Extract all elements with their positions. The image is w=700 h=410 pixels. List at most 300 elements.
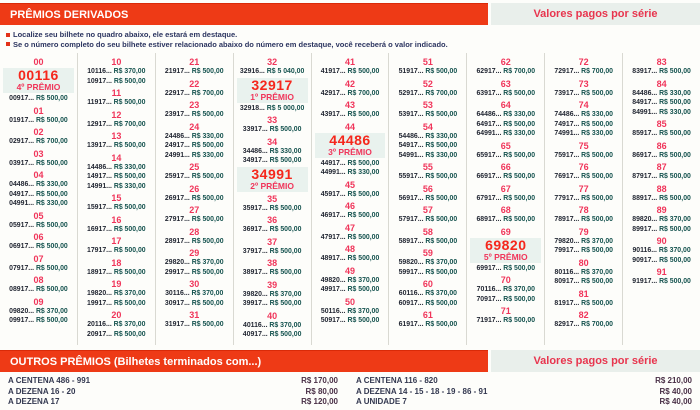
- ticket-number: 62917...: [476, 68, 502, 75]
- ticket-number: 40116...: [242, 321, 268, 329]
- prize-entry: [234, 290, 311, 300]
- winner-prize-label: 1º PRÊMIO: [250, 91, 294, 102]
- prize-value: R$ 500,00: [189, 321, 224, 328]
- prize-value: R$ 500,00: [111, 142, 146, 149]
- prize-value: R$ 500,00: [501, 264, 536, 272]
- group-number: 83: [656, 57, 667, 67]
- prize-entry: [312, 211, 389, 221]
- footer-row: [356, 397, 692, 408]
- group-number: 15: [111, 193, 122, 203]
- prize-value: R$ 500,00: [657, 151, 691, 159]
- prize-entry: [467, 172, 544, 182]
- ticket-number: 13917...: [87, 142, 112, 149]
- prize-entry: [467, 120, 544, 130]
- group-number: 72: [578, 57, 589, 67]
- ticket-number: 19917...: [87, 299, 112, 307]
- prize-value: R$ 330,00: [345, 169, 380, 176]
- prize-entry: [156, 299, 233, 309]
- footer-row-value: R$ 40,00: [659, 397, 692, 406]
- prize-value: R$ 500,00: [34, 317, 68, 324]
- prize-value: R$ 330,00: [501, 111, 536, 118]
- prize-entry: [545, 151, 622, 161]
- prize-value: R$ 330,00: [423, 132, 458, 140]
- group-number: 62: [500, 57, 511, 67]
- group-number: 74: [578, 100, 589, 110]
- footer-row-label: A CENTENA 486 - 991: [8, 376, 91, 385]
- prize-value: R$ 500,00: [111, 268, 146, 276]
- ticket-number: 14991...: [87, 182, 112, 190]
- group-number: 09: [33, 296, 44, 307]
- group-number: 90: [656, 236, 667, 246]
- ticket-number: 49917...: [320, 286, 346, 293]
- prize-entry: [78, 77, 155, 87]
- footer-row-value: R$ 170,00: [301, 376, 338, 385]
- prize-value: R$ 5 000,00: [264, 104, 305, 112]
- winner-number: 32917: [251, 76, 293, 93]
- ticket-number: 58917...: [398, 237, 424, 245]
- prize-value: R$ 370,00: [423, 290, 458, 297]
- group-number: 35: [267, 193, 278, 204]
- prize-value: R$ 500,00: [501, 120, 536, 128]
- prize-entry: [389, 299, 466, 309]
- prize-entry: [78, 320, 155, 330]
- group-number: 14: [111, 152, 122, 163]
- prize-value: R$ 500,00: [423, 68, 458, 75]
- prize-value: R$ 500,00: [657, 278, 691, 285]
- prize-value: R$ 500,00: [111, 77, 146, 85]
- group-number: 73: [578, 78, 589, 89]
- ticket-number: 79820...: [554, 237, 580, 245]
- group-number: 03: [33, 148, 44, 159]
- prize-value: R$ 500,00: [579, 89, 613, 97]
- ticket-number: 21917...: [164, 68, 190, 75]
- prize-value: R$ 370,00: [267, 290, 302, 298]
- prize-entry: [312, 276, 389, 286]
- ticket-number: 84917...: [632, 99, 658, 106]
- prize-value: R$ 370,00: [657, 216, 691, 223]
- ticket-number: 11917...: [87, 99, 112, 106]
- prize-value: R$ 500,00: [345, 68, 380, 75]
- prize-value: R$ 500,00: [579, 120, 613, 128]
- ticket-number: 04991...: [9, 200, 35, 207]
- ticket-number: 27917...: [164, 216, 190, 223]
- footer-row: [8, 397, 338, 408]
- ticket-number: 59917...: [398, 268, 424, 276]
- group-number: 57: [422, 205, 433, 215]
- results-board: [0, 3, 700, 410]
- prize-entry: [0, 94, 77, 104]
- ticket-number: 85917...: [632, 130, 658, 137]
- prize-entry: [156, 194, 233, 204]
- ticket-number: 87917...: [632, 173, 658, 180]
- group-number: 41: [345, 57, 356, 67]
- prize-entry: [389, 110, 466, 120]
- prize-entry: [545, 320, 622, 330]
- group-number: 28: [189, 226, 200, 237]
- ticket-number: 60917...: [398, 299, 424, 307]
- group-number: 04: [33, 170, 44, 180]
- prize-entry: [545, 67, 622, 77]
- prize-entry: [156, 320, 233, 330]
- prize-entry: [156, 151, 233, 161]
- ticket-number: 01917...: [9, 116, 35, 124]
- ticket-number: 38917...: [242, 269, 268, 276]
- prize-value: R$ 500,00: [345, 317, 380, 324]
- prize-value: R$ 500,00: [267, 126, 302, 133]
- group-number: 07: [33, 253, 44, 264]
- group-number: 08: [33, 275, 44, 285]
- prize-entry: [0, 137, 77, 147]
- prize-value: R$ 500,00: [501, 151, 536, 159]
- group-number: 53: [422, 100, 433, 110]
- prize-entry: [389, 289, 466, 299]
- group-number: 88: [656, 183, 667, 194]
- group-number: 44: [345, 121, 356, 132]
- prize-value: R$ 370,00: [345, 276, 380, 284]
- footer-row-label: A CENTENA 116 - 820: [356, 376, 438, 385]
- ticket-number: 24991...: [164, 151, 190, 159]
- prize-value: R$ 500,00: [579, 216, 613, 223]
- group-number: 02: [33, 127, 44, 137]
- ticket-number: 30116...: [165, 290, 190, 297]
- prize-value: R$ 500,00: [267, 300, 302, 307]
- ticket-number: 54991...: [398, 151, 424, 159]
- group-number: 66: [500, 162, 511, 172]
- ticket-number: 47917...: [320, 233, 346, 241]
- prize-value: R$ 330,00: [189, 151, 224, 159]
- group-number: 81: [578, 288, 589, 299]
- ticket-number: 36917...: [242, 226, 268, 233]
- prize-value: R$ 500,00: [189, 111, 224, 118]
- prize-entry: [545, 268, 622, 278]
- prize-entry: [467, 264, 544, 274]
- prize-entry: [156, 215, 233, 225]
- prize-entry: [623, 89, 700, 99]
- prize-entry: [312, 159, 389, 169]
- ticket-number: 71917...: [476, 317, 502, 324]
- prize-entry: [467, 129, 544, 139]
- ticket-number: 44991...: [320, 169, 346, 176]
- group-number: 60: [422, 279, 433, 289]
- group-number: 64: [500, 100, 511, 110]
- ticket-number: 57917...: [398, 216, 424, 223]
- prize-entry: [156, 237, 233, 247]
- ticket-number: 86917...: [632, 151, 658, 159]
- ticket-number: 55917...: [398, 173, 424, 180]
- prize-value: R$ 330,00: [34, 200, 68, 207]
- prize-value: R$ 370,00: [267, 321, 302, 329]
- prize-value: R$ 700,00: [111, 120, 146, 128]
- prize-entry: [623, 194, 700, 204]
- prize-value: R$ 330,00: [34, 181, 68, 188]
- prize-entry: [234, 247, 311, 257]
- ticket-number: 69917...: [476, 264, 502, 272]
- prize-entry: [545, 129, 622, 139]
- group-number: 91: [656, 267, 667, 277]
- group-number: 12: [111, 109, 122, 120]
- prize-value: R$ 500,00: [34, 116, 68, 124]
- other-prizes-left: [0, 376, 348, 408]
- bullet-square-icon: [6, 33, 10, 37]
- prize-value: R$ 500,00: [34, 286, 68, 293]
- prize-value: R$ 370,00: [423, 259, 458, 266]
- prize-value: R$ 500,00: [189, 194, 224, 202]
- prize-value: R$ 500,00: [189, 299, 224, 307]
- group-number: 00: [33, 57, 44, 67]
- group-number: 69: [500, 226, 511, 237]
- group-number: 84: [656, 78, 667, 89]
- prize-entry: [389, 194, 466, 204]
- prize-value: R$ 330,00: [657, 89, 691, 97]
- group-number: 16: [111, 214, 122, 225]
- prize-value: R$ 370,00: [189, 259, 224, 266]
- ticket-number: 32916...: [239, 68, 265, 75]
- prize-value: R$ 500,00: [111, 247, 146, 254]
- prize-value: R$ 370,00: [111, 290, 146, 297]
- series-values-label: Valores pagos por série: [533, 8, 658, 20]
- prize-entry: [234, 125, 311, 135]
- ticket-number: 84486...: [632, 89, 658, 97]
- prize-entry: [467, 110, 544, 120]
- prize-entry: [234, 156, 311, 166]
- winner-number: 69820: [485, 236, 527, 253]
- prize-entry: [389, 132, 466, 142]
- footer-row-label: A UNIDADE 7: [356, 397, 407, 406]
- prize-entry: [389, 320, 466, 330]
- prize-entry: [78, 141, 155, 151]
- prize-entry: [78, 225, 155, 235]
- footer-row: [356, 387, 692, 398]
- group-number: 61: [422, 310, 433, 320]
- winner-highlight: [315, 133, 386, 158]
- grid-column-3: [233, 53, 311, 345]
- ticket-number: 76917...: [554, 173, 580, 180]
- winner-prize-label: 5º PRÊMIO: [483, 251, 528, 262]
- group-number: 76: [578, 162, 589, 172]
- ticket-number: 14486...: [87, 163, 112, 171]
- ticket-number: 79917...: [554, 247, 580, 254]
- group-number: 46: [345, 201, 356, 211]
- group-number: 29: [189, 248, 200, 258]
- group-number: 78: [578, 205, 589, 215]
- group-number: 32: [267, 57, 278, 67]
- prize-entry: [78, 246, 155, 256]
- ticket-number: 88917...: [632, 194, 658, 202]
- prize-value: R$ 500,00: [111, 299, 146, 307]
- winner-prize-label: 3º PRÊMIO: [328, 146, 372, 157]
- prize-value: R$ 700,00: [34, 138, 68, 145]
- prize-value: R$ 500,00: [501, 89, 536, 97]
- ticket-number: 64991...: [476, 130, 502, 137]
- prize-value: R$ 330,00: [111, 163, 146, 171]
- prize-value: R$ 500,00: [189, 173, 224, 180]
- footer-banner-row: [0, 350, 700, 372]
- ticket-number: 70116...: [476, 286, 502, 293]
- ticket-number: 04917...: [9, 190, 35, 198]
- prize-value: R$ 330,00: [111, 182, 146, 190]
- instruction-text: Localize seu bilhete no quadro abaixo, ele estará em destaque.: [13, 30, 238, 39]
- grid-column-5: [388, 53, 466, 345]
- prize-value: R$ 330,00: [189, 132, 224, 140]
- prize-value: R$ 500,00: [267, 157, 302, 164]
- footer-row-value: R$ 40,00: [659, 386, 692, 396]
- grid-column-0: [0, 53, 77, 345]
- prize-value: R$ 700,00: [579, 68, 613, 75]
- group-number: 38: [267, 258, 278, 268]
- prize-entry: [78, 299, 155, 309]
- ticket-number: 64486...: [476, 111, 502, 118]
- group-number: 43: [345, 100, 356, 110]
- group-number: 13: [111, 131, 122, 141]
- prize-value: R$ 500,00: [657, 256, 691, 264]
- instruction-line: [6, 30, 700, 40]
- winner-highlight: [3, 68, 74, 93]
- prize-entry: [156, 172, 233, 182]
- winner-number: 34991: [251, 165, 293, 182]
- prize-entry: [623, 246, 700, 256]
- grid-column-1: [77, 53, 155, 345]
- ticket-number: 68917...: [476, 216, 502, 223]
- prize-entry: [467, 295, 544, 305]
- prize-entry: [156, 289, 233, 299]
- prize-entry: [234, 225, 311, 235]
- winner-prize-label: 2º PRÊMIO: [250, 180, 294, 191]
- prize-entry: [623, 98, 700, 108]
- ticket-number: 70917...: [476, 295, 502, 303]
- prize-value: R$ 500,00: [579, 299, 613, 307]
- prize-value: R$ 500,00: [189, 68, 224, 75]
- group-number: 42: [345, 78, 356, 89]
- prize-value: R$ 500,00: [34, 159, 68, 167]
- ticket-number: 63917...: [476, 89, 502, 97]
- ticket-number: 43917...: [320, 111, 346, 118]
- footer-row-label: A DEZENA 16 - 20: [8, 386, 76, 396]
- prize-entry: [467, 215, 544, 225]
- prize-entry: [312, 307, 389, 317]
- footer-row-value: R$ 120,00: [301, 397, 338, 406]
- prize-entry: [78, 289, 155, 299]
- ticket-number: 50917...: [320, 317, 346, 324]
- prize-value: R$ 500,00: [501, 173, 536, 180]
- prize-value: R$ 700,00: [501, 68, 536, 75]
- prize-entry: [0, 221, 77, 231]
- group-number: 48: [345, 244, 356, 254]
- group-number: 67: [500, 183, 511, 194]
- prize-value: R$ 500,00: [189, 268, 224, 276]
- group-number: 50: [345, 296, 356, 307]
- group-number: 37: [267, 236, 278, 247]
- ticket-number: 03917...: [9, 159, 35, 167]
- ticket-number: 40917...: [242, 331, 268, 338]
- derived-prizes-banner: [0, 3, 488, 25]
- prize-value: R$ 500,00: [345, 286, 380, 293]
- prize-entry: [545, 215, 622, 225]
- prize-value: R$ 500,00: [423, 111, 458, 118]
- ticket-number: 09820...: [9, 307, 35, 315]
- prize-value: R$ 500,00: [579, 151, 613, 159]
- prize-value: R$ 330,00: [423, 151, 458, 159]
- prize-entry: [389, 67, 466, 77]
- ticket-number: 07917...: [9, 264, 35, 272]
- prize-entry: [78, 67, 155, 77]
- group-number: 77: [578, 183, 589, 194]
- ticket-number: 50116...: [320, 307, 346, 315]
- group-number: 70: [500, 275, 511, 285]
- prize-entry: [389, 141, 466, 151]
- ticket-number: 24917...: [164, 142, 190, 149]
- prize-value: R$ 500,00: [345, 212, 380, 219]
- prize-value: R$ 370,00: [189, 290, 224, 297]
- prize-entry: [623, 108, 700, 118]
- prize-value: R$ 700,00: [423, 89, 458, 97]
- group-number: 54: [422, 121, 433, 132]
- ticket-number: 83917...: [632, 68, 658, 75]
- group-number: 25: [189, 162, 200, 172]
- footer-row: [356, 376, 692, 387]
- group-number: 20: [111, 310, 122, 320]
- group-number: 01: [33, 105, 44, 116]
- prize-entry: [312, 190, 389, 200]
- prize-entry: [312, 254, 389, 264]
- grid-column-4: [311, 53, 389, 345]
- prize-value: R$ 500,00: [111, 330, 146, 338]
- prize-entry: [0, 159, 77, 169]
- prize-entry: [623, 67, 700, 77]
- group-number: 24: [189, 121, 200, 132]
- prize-entry: [545, 110, 622, 120]
- ticket-number: 80917...: [554, 278, 580, 285]
- ticket-number: 48917...: [320, 255, 346, 262]
- prize-value: R$ 370,00: [111, 321, 146, 328]
- group-number: 18: [111, 257, 122, 268]
- prize-value: R$ 500,00: [579, 278, 613, 285]
- ticket-number: 22917...: [164, 89, 190, 97]
- group-number: 05: [33, 210, 44, 221]
- prize-value: R$ 500,00: [501, 194, 536, 202]
- prize-entry: [312, 67, 389, 77]
- group-number: 87: [656, 162, 667, 172]
- prize-value: R$ 500,00: [345, 190, 380, 198]
- prize-entry: [545, 246, 622, 256]
- group-number: 45: [345, 179, 356, 190]
- ticket-number: 81917...: [554, 299, 580, 307]
- prize-entry: [467, 89, 544, 99]
- series-values-panel-bottom: [491, 350, 700, 372]
- prize-value: R$ 500,00: [111, 204, 146, 211]
- group-number: 36: [267, 215, 278, 225]
- group-number: 52: [422, 78, 433, 89]
- prize-entry: [78, 182, 155, 192]
- prize-entry: [0, 307, 77, 317]
- prize-value: R$ 500,00: [345, 233, 380, 241]
- prize-entry: [545, 299, 622, 309]
- instructions: [6, 30, 700, 49]
- top-banner-row: [0, 3, 700, 25]
- prizes-grid: [0, 53, 700, 345]
- prize-entry: [0, 264, 77, 274]
- prize-entry: [389, 215, 466, 225]
- prize-entry: [545, 172, 622, 182]
- prize-value: R$ 700,00: [189, 89, 224, 97]
- prize-entry: [623, 277, 700, 287]
- prize-value: R$ 700,00: [579, 321, 613, 328]
- prize-value: R$ 500,00: [579, 194, 613, 202]
- prize-entry: [623, 129, 700, 139]
- group-number: 86: [656, 140, 667, 151]
- group-number: 51: [422, 57, 433, 67]
- group-number: 59: [422, 248, 433, 258]
- group-number: 11: [111, 88, 122, 98]
